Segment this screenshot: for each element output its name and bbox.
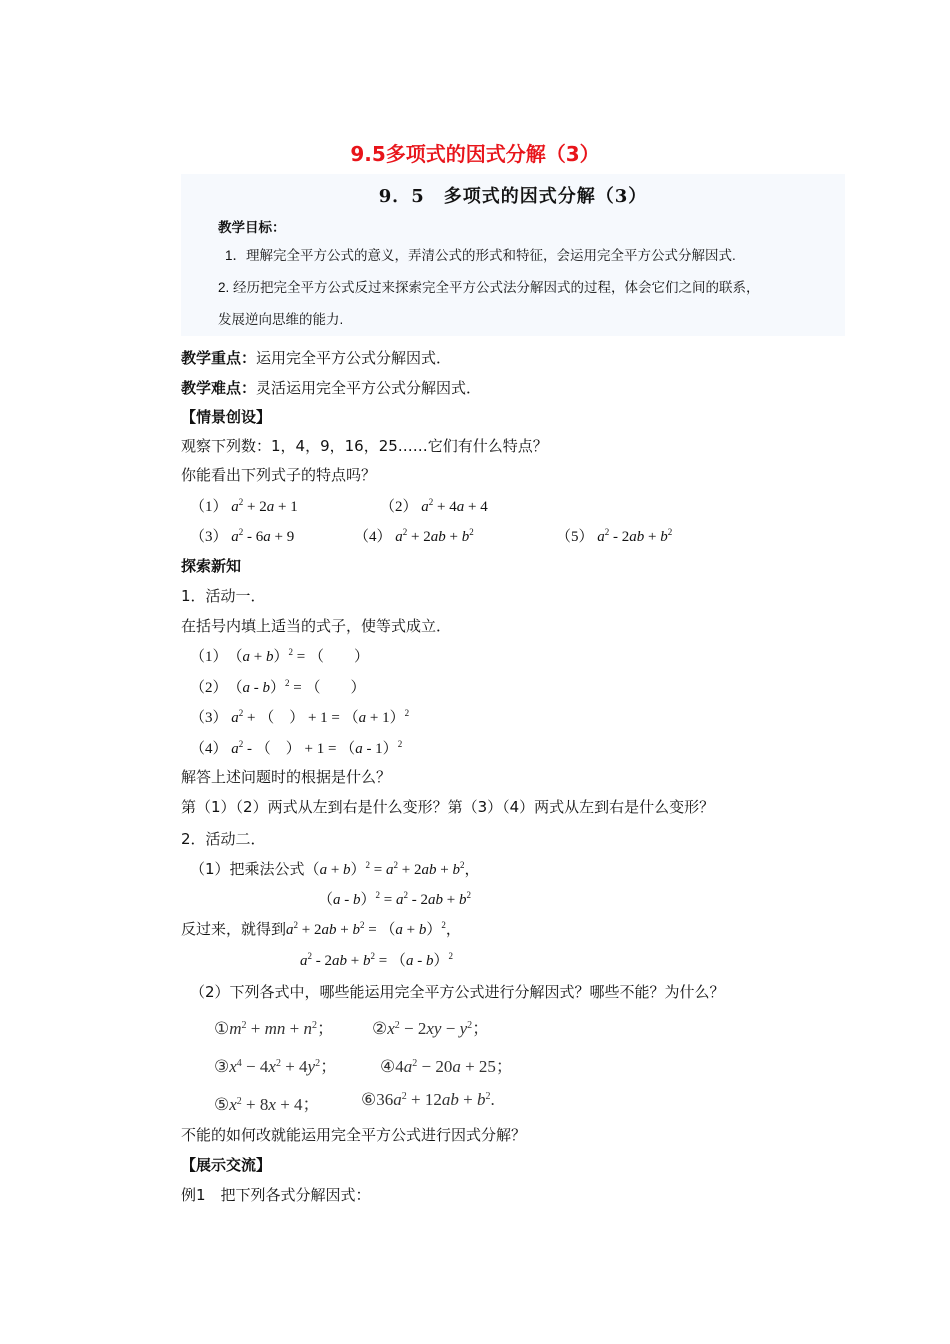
expr-3: （3） $a^2 - 6a + 9$: [190, 527, 295, 545]
embedded-title: 9．5 多项式的因式分解（3）: [378, 186, 648, 207]
expr-1: （1） $a^2 + 2a + 1$: [190, 497, 298, 515]
expr-4: （4） $a^2 + 2ab + b^2$: [354, 527, 474, 545]
fix-question: 不能的如何改就能运用完全平方公式进行因式分解？: [181, 1126, 527, 1144]
objectives-image: [181, 174, 845, 336]
fill-3: （3） $a^2$ + （ ） + $1 = (a + 1)^2$: [190, 708, 410, 726]
expr-2: （2） $a^2 + 4a + 4$: [380, 497, 488, 515]
key-point: 教学重点：运用完全平方公式分解因式．: [181, 349, 452, 367]
option-2: $②x^2 - 2xy - y^2$；: [372, 1019, 490, 1038]
observe-text: 观察下列数：1，4，9，16，25……它们有什么特点？: [181, 437, 548, 455]
fill-4: （4） $a^2$ - （ ） + 1 = （a - 1）$^2$: [190, 739, 403, 757]
option-5: $⑤x^2 + 8x + 4$；: [214, 1095, 320, 1114]
fill-1: （1） $(a + b)^2$ = （ ）: [190, 647, 369, 665]
explore-heading: 探索新知: [181, 557, 242, 575]
option-6: $⑥36a^2 + 12ab + b^2$.: [361, 1090, 495, 1109]
activity-1: 1．活动一．: [181, 587, 266, 605]
goal-1: 1．理解完全平方公式的意义，弄清公式的形式和特征，会运用完全平方公式分解因式.: [225, 248, 736, 263]
option-4: $④4a^2 - 20a + 25$；: [380, 1057, 513, 1076]
features-question: 你能看出下列式子的特点吗？: [181, 466, 377, 484]
page-title: 9.5多项式的因式分解（3）: [350, 142, 600, 166]
scenario-heading: 【情景创设】: [181, 408, 272, 426]
option-1: $①m^2$ + mn + $n^2$；: [214, 1019, 334, 1038]
conversely: 反过来，就得到$a^2 + 2ab + b^2 = (a + b)^2$，: [181, 920, 461, 938]
q2-text: （2）下列各式中，哪些能运用完全平方公式进行分解因式？哪些不能？为什么？: [190, 983, 725, 1001]
expr-5: （5） $a^2 - 2ab + b^2$: [556, 527, 673, 545]
activity-2: 2．活动二．: [181, 830, 266, 848]
transform-question: 第（1）（2）两式从左到右是什么变形？第（3）（4）两式从左到右是什么变形？: [181, 798, 715, 816]
fill-2: （2） （a - b）$^2$ = （ ）: [190, 678, 366, 696]
goal-2a: 2. 经历把完全平方公式反过来探索完全平方公式法分解因式的过程，体会它们之间的联系，: [218, 280, 760, 295]
formula-minus: $(a - b)^2 = a^2 - 2ab + b^2$: [318, 890, 471, 908]
converse-minus: $a^2 - 2ab + b^2 = (a - b)^2$: [300, 951, 453, 969]
fill-instruction: 在括号内填上适当的式子，使等式成立．: [181, 617, 452, 635]
difficulty: 教学难点：灵活运用完全平方公式分解因式．: [181, 379, 482, 397]
option-3: $③x^4 - 4x^2 + 4y^2$；: [214, 1057, 338, 1076]
goal-2b: 发展逆向思维的能力.: [218, 312, 344, 327]
example-1: 例1 把下列各式分解因式：: [181, 1186, 371, 1204]
multiply-formula: （1）把乘法公式$(a + b)^2 = a^2 + 2ab + b^2$，: [190, 860, 480, 878]
showcase-heading: 【展示交流】: [181, 1156, 272, 1174]
goals-heading: 教学目标：: [218, 220, 286, 235]
basis-question: 解答上述问题时的根据是什么？: [181, 768, 392, 786]
